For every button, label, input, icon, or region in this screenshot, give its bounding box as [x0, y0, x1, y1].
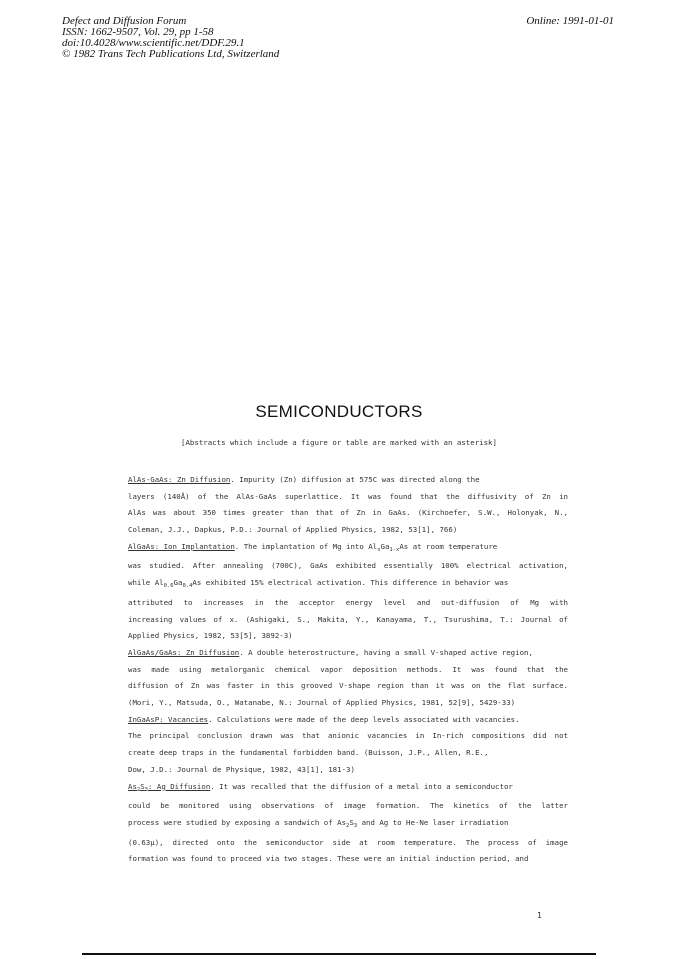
abstract-line: AlGaAs/GaAs: Zn Diffusion. A double heterostructure, having a small V-shaped active region,	[128, 647, 533, 657]
abstract-line: (0.63μ), directed onto the semiconductor side at room temperature. The process of image	[128, 837, 568, 847]
abstract-line: The principal conclusion drawn was that anionic vacancies in In-rich compositions did not	[128, 731, 568, 741]
abstract-line: AlAs-GaAs: Zn Diffusion. Impurity (Zn) diffusion at 575C was directed along the	[128, 475, 480, 484]
abstract-line: Dow, J.D.: Journal de Physique, 1982, 43[1], 181-3)	[128, 764, 355, 774]
abstract-line: $As_2S_3$: Ag Diffusion. It was recalled that the diffusion of a metal into a semiconductor	[128, 781, 513, 793]
abstract-line: create deep traps in the fundamental forbidden band. (Buisson, J.P., Allen, R.E.,	[128, 748, 489, 758]
section-subtitle: [Abstracts which include a figure or table are marked with an asterisk]	[181, 438, 497, 447]
journal-name: Defect and Diffusion Forum	[62, 15, 187, 27]
abstract-line: process were studied by exposing a sandwich of $As_2S_3$ and Ag to He-Ne laser irradiation	[128, 817, 509, 829]
page-number: 1	[537, 911, 542, 920]
abstract-line: formation was found to proceed via two stages. These were an initial induction period, and	[128, 854, 529, 864]
abstract-line: attributed to increases in the acceptor energy level and out-diffusion of Mg with	[128, 597, 568, 607]
issn-line: ISSN: 1662-9507, Vol. 29, pp 1-58	[62, 26, 214, 38]
abstract-line: while $Al_{0.6}Ga_{0.4}As$ exhibited 15% electrical activation. This difference in behavior was	[128, 578, 509, 590]
abstract-line: layers (140Å) of the AlAs-GaAs superlattice. It was found that the diffusivity of Zn in	[128, 491, 568, 501]
abstract-line: (Mori, Y., Matsuda, O., Watanabe, N.: Journal of Applied Physics, 1981, 52[9], 5429-33)	[128, 698, 516, 708]
online-date: Online: 1991-01-01	[526, 15, 614, 27]
abstract-line: Applied Physics, 1982, 53[5], 3892-3)	[128, 631, 293, 641]
abstract-line: could be monitored using observations of image formation. The kinetics of the latter	[128, 801, 568, 811]
abstract-keyword: AlGaAs: Ion Implantation	[128, 541, 235, 551]
abstract-line: increasing values of x. (Ashigaki, S., Makita, Y., Kanayama, T., Tsurushima, T.: Journal of	[128, 614, 568, 624]
journal-header	[62, 16, 279, 60]
abstract-line: Coleman, J.J., Dapkus, P.D.: Journal of Applied Physics, 1982, 53[1], 766)	[128, 525, 458, 535]
abstract-line: was studied. After annealing (700C), GaAs exhibited essentially 100% electrical activation,	[128, 561, 568, 571]
abstract-keyword: AlGaAs/GaAs: Zn Diffusion	[128, 647, 240, 657]
doi-line[interactable]: doi:10.4028/www.scientific.net/DDF.29.1	[62, 37, 245, 49]
abstract-keyword: InGaAsP: Vacancies	[128, 714, 209, 724]
copyright-line: © 1982 Trans Tech Publications Ltd, Switzerland	[62, 48, 280, 60]
section-title: SEMICONDUCTORS	[255, 402, 423, 421]
abstract-line: diffusion of Zn was faster in this grooved V-shape region than it was on the flat surface.	[128, 681, 568, 691]
abstract-keyword: $As_2S_3$: Ag Diffusion	[128, 781, 211, 793]
abstract-keyword: AlAs-GaAs: Zn Diffusion	[128, 475, 231, 484]
abstract-line: was made using metalorganic chemical vapor deposition methods. It was found that the	[128, 664, 568, 674]
abstract-line: AlAs was about 350 times greater than that of Zn in GaAs. (Kirchoefer, S.W., Holonyak, N.,	[128, 508, 568, 518]
footer-divider	[82, 953, 596, 955]
abstract-line: AlGaAs: Ion Implantation. The implantation of Mg into $Al_xGa_{1-x}As$ at room temperature	[128, 541, 498, 553]
abstract-line: InGaAsP: Vacancies. Calculations were made of the deep levels associated with vacancies.	[128, 714, 520, 724]
abstracts-body	[128, 472, 568, 868]
